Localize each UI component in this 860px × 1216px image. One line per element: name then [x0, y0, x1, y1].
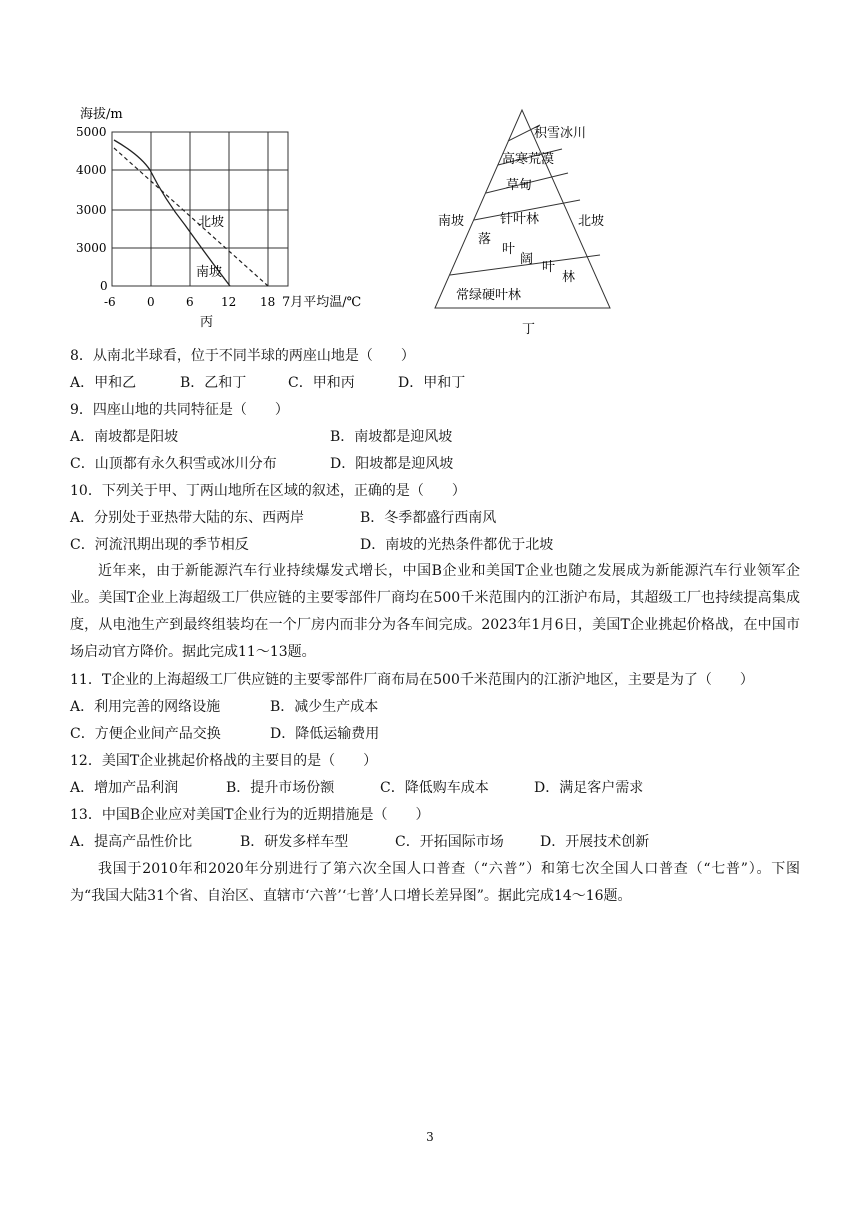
q11-option-d[interactable]: D．降低运输费用 [270, 726, 380, 742]
q13-option-b[interactable]: B．研发多样车型 [240, 834, 349, 850]
ytick: 0 [100, 279, 108, 293]
q10-stem: 10．下列关于甲、丁两山地所在区域的叙述，正确的是（ ） [70, 483, 466, 499]
label-south: 南坡 [196, 265, 223, 280]
zone-label: 常绿硬叶林 [456, 288, 522, 303]
xtick: 6 [186, 295, 194, 309]
q8-option-c[interactable]: C．甲和丙 [288, 375, 355, 391]
label-north: 北坡 [198, 215, 225, 230]
q12-option-d[interactable]: D．满足客户需求 [534, 780, 644, 796]
zone-label: 叶 [502, 242, 516, 257]
caption: 丁 [522, 322, 536, 337]
zone-label: 叶 [542, 260, 556, 275]
q13-option-c[interactable]: C．开拓国际市场 [395, 834, 504, 850]
caption: 丙 [200, 315, 214, 330]
q9-option-d[interactable]: D．阳坡都是迎风坡 [330, 456, 454, 472]
q11-option-b[interactable]: B．减少生产成本 [270, 699, 379, 715]
passage-1: 近年来，由于新能源汽车行业持续爆发式增长，中国B企业和美国T企业也随之发展成为新能源汽车行业领军企业。美国T企业上海超级工厂供应链的主要零部件厂商均在500千米范围内的江浙沪布局，其超级工厂也持续提高集成度，从电池生产到最终组装均在一个厂房内而非分为各车间完成。2023年1月6日，美国T企业挑起价格战，在中国市场启动官方降价。据此完成11～13题。 [70, 563, 800, 660]
xtick: 0 [147, 295, 155, 309]
zone-label: 阔 [520, 252, 534, 267]
zone-label: 高寒荒漠 [502, 152, 555, 167]
q10-option-b[interactable]: B．冬季都盛行西南风 [360, 510, 497, 526]
q12-option-c[interactable]: C．降低购车成本 [380, 780, 489, 796]
ytick: 4000 [76, 163, 107, 177]
figure-ding-diagram [430, 105, 630, 340]
q13-stem: 13．中国B企业应对美国T企业行为的近期措施是（ ） [70, 807, 430, 823]
q12-option-b[interactable]: B．提升市场份额 [226, 780, 335, 796]
q9-option-c[interactable]: C．山顶都有永久积雪或冰川分布 [70, 456, 277, 472]
right-label: 北坡 [578, 214, 605, 229]
zone-label: 草甸 [506, 178, 533, 193]
figure-bing-chart [70, 100, 370, 340]
zone-label: 针叶林 [500, 212, 540, 227]
q10-option-c[interactable]: C．河流汛期出现的季节相反 [70, 537, 249, 553]
zone-label: 积雪冰川 [534, 126, 587, 141]
xlabel: 7月平均温/℃ [282, 295, 362, 310]
south-slope-curve [114, 148, 268, 286]
q12-stem: 12．美国T企业挑起价格战的主要目的是（ ） [70, 753, 378, 769]
q10-option-d[interactable]: D．南坡的光热条件都优于北坡 [360, 537, 554, 553]
q12-option-a[interactable]: A．增加产品利润 [70, 780, 179, 796]
ytick: 3000 [76, 203, 107, 217]
ylabel: 海拔/m [80, 107, 123, 122]
page-number: 3 [426, 1130, 434, 1144]
q13-option-d[interactable]: D．开展技术创新 [540, 834, 650, 850]
q8-stem: 8．从南北半球看，位于不同半球的两座山地是（ ） [70, 348, 415, 364]
left-label: 南坡 [438, 214, 465, 229]
ytick: 3000 [76, 241, 107, 255]
xtick: 12 [221, 295, 237, 309]
ytick: 5000 [76, 125, 107, 139]
xtick: -6 [104, 295, 116, 309]
zone-label: 林 [562, 270, 576, 285]
q11-option-c[interactable]: C．方便企业间产品交换 [70, 726, 221, 742]
q8-option-b[interactable]: B．乙和丁 [180, 375, 247, 391]
q9-option-b[interactable]: B．南坡都是迎风坡 [330, 429, 453, 445]
q11-option-a[interactable]: A．利用完善的网络设施 [70, 699, 221, 715]
passage-2: 我国于2010年和2020年分别进行了第六次全国人口普查（“六普”）和第七次全国人口普查（“七普”）。下图为“我国大陆31个省、自治区、直辖市‘六普’‘七普’人口增长差异图”。据此完成14～16题。 [70, 861, 800, 904]
q11-stem: 11．T企业的上海超级工厂供应链的主要零部件厂商布局在500千米范围内的江浙沪地区，主要是为了（ ） [70, 672, 754, 688]
q13-option-a[interactable]: A．提高产品性价比 [70, 834, 193, 850]
zone-label: 落 [478, 232, 492, 247]
q9-stem: 9．四座山地的共同特征是（ ） [70, 402, 289, 418]
q9-option-a[interactable]: A．南坡都是阳坡 [70, 429, 179, 445]
q8-option-a[interactable]: A．甲和乙 [70, 375, 137, 391]
q8-option-d[interactable]: D．甲和丁 [398, 375, 466, 391]
xtick: 18 [260, 295, 276, 309]
q10-option-a[interactable]: A．分别处于亚热带大陆的东、西两岸 [70, 510, 305, 526]
